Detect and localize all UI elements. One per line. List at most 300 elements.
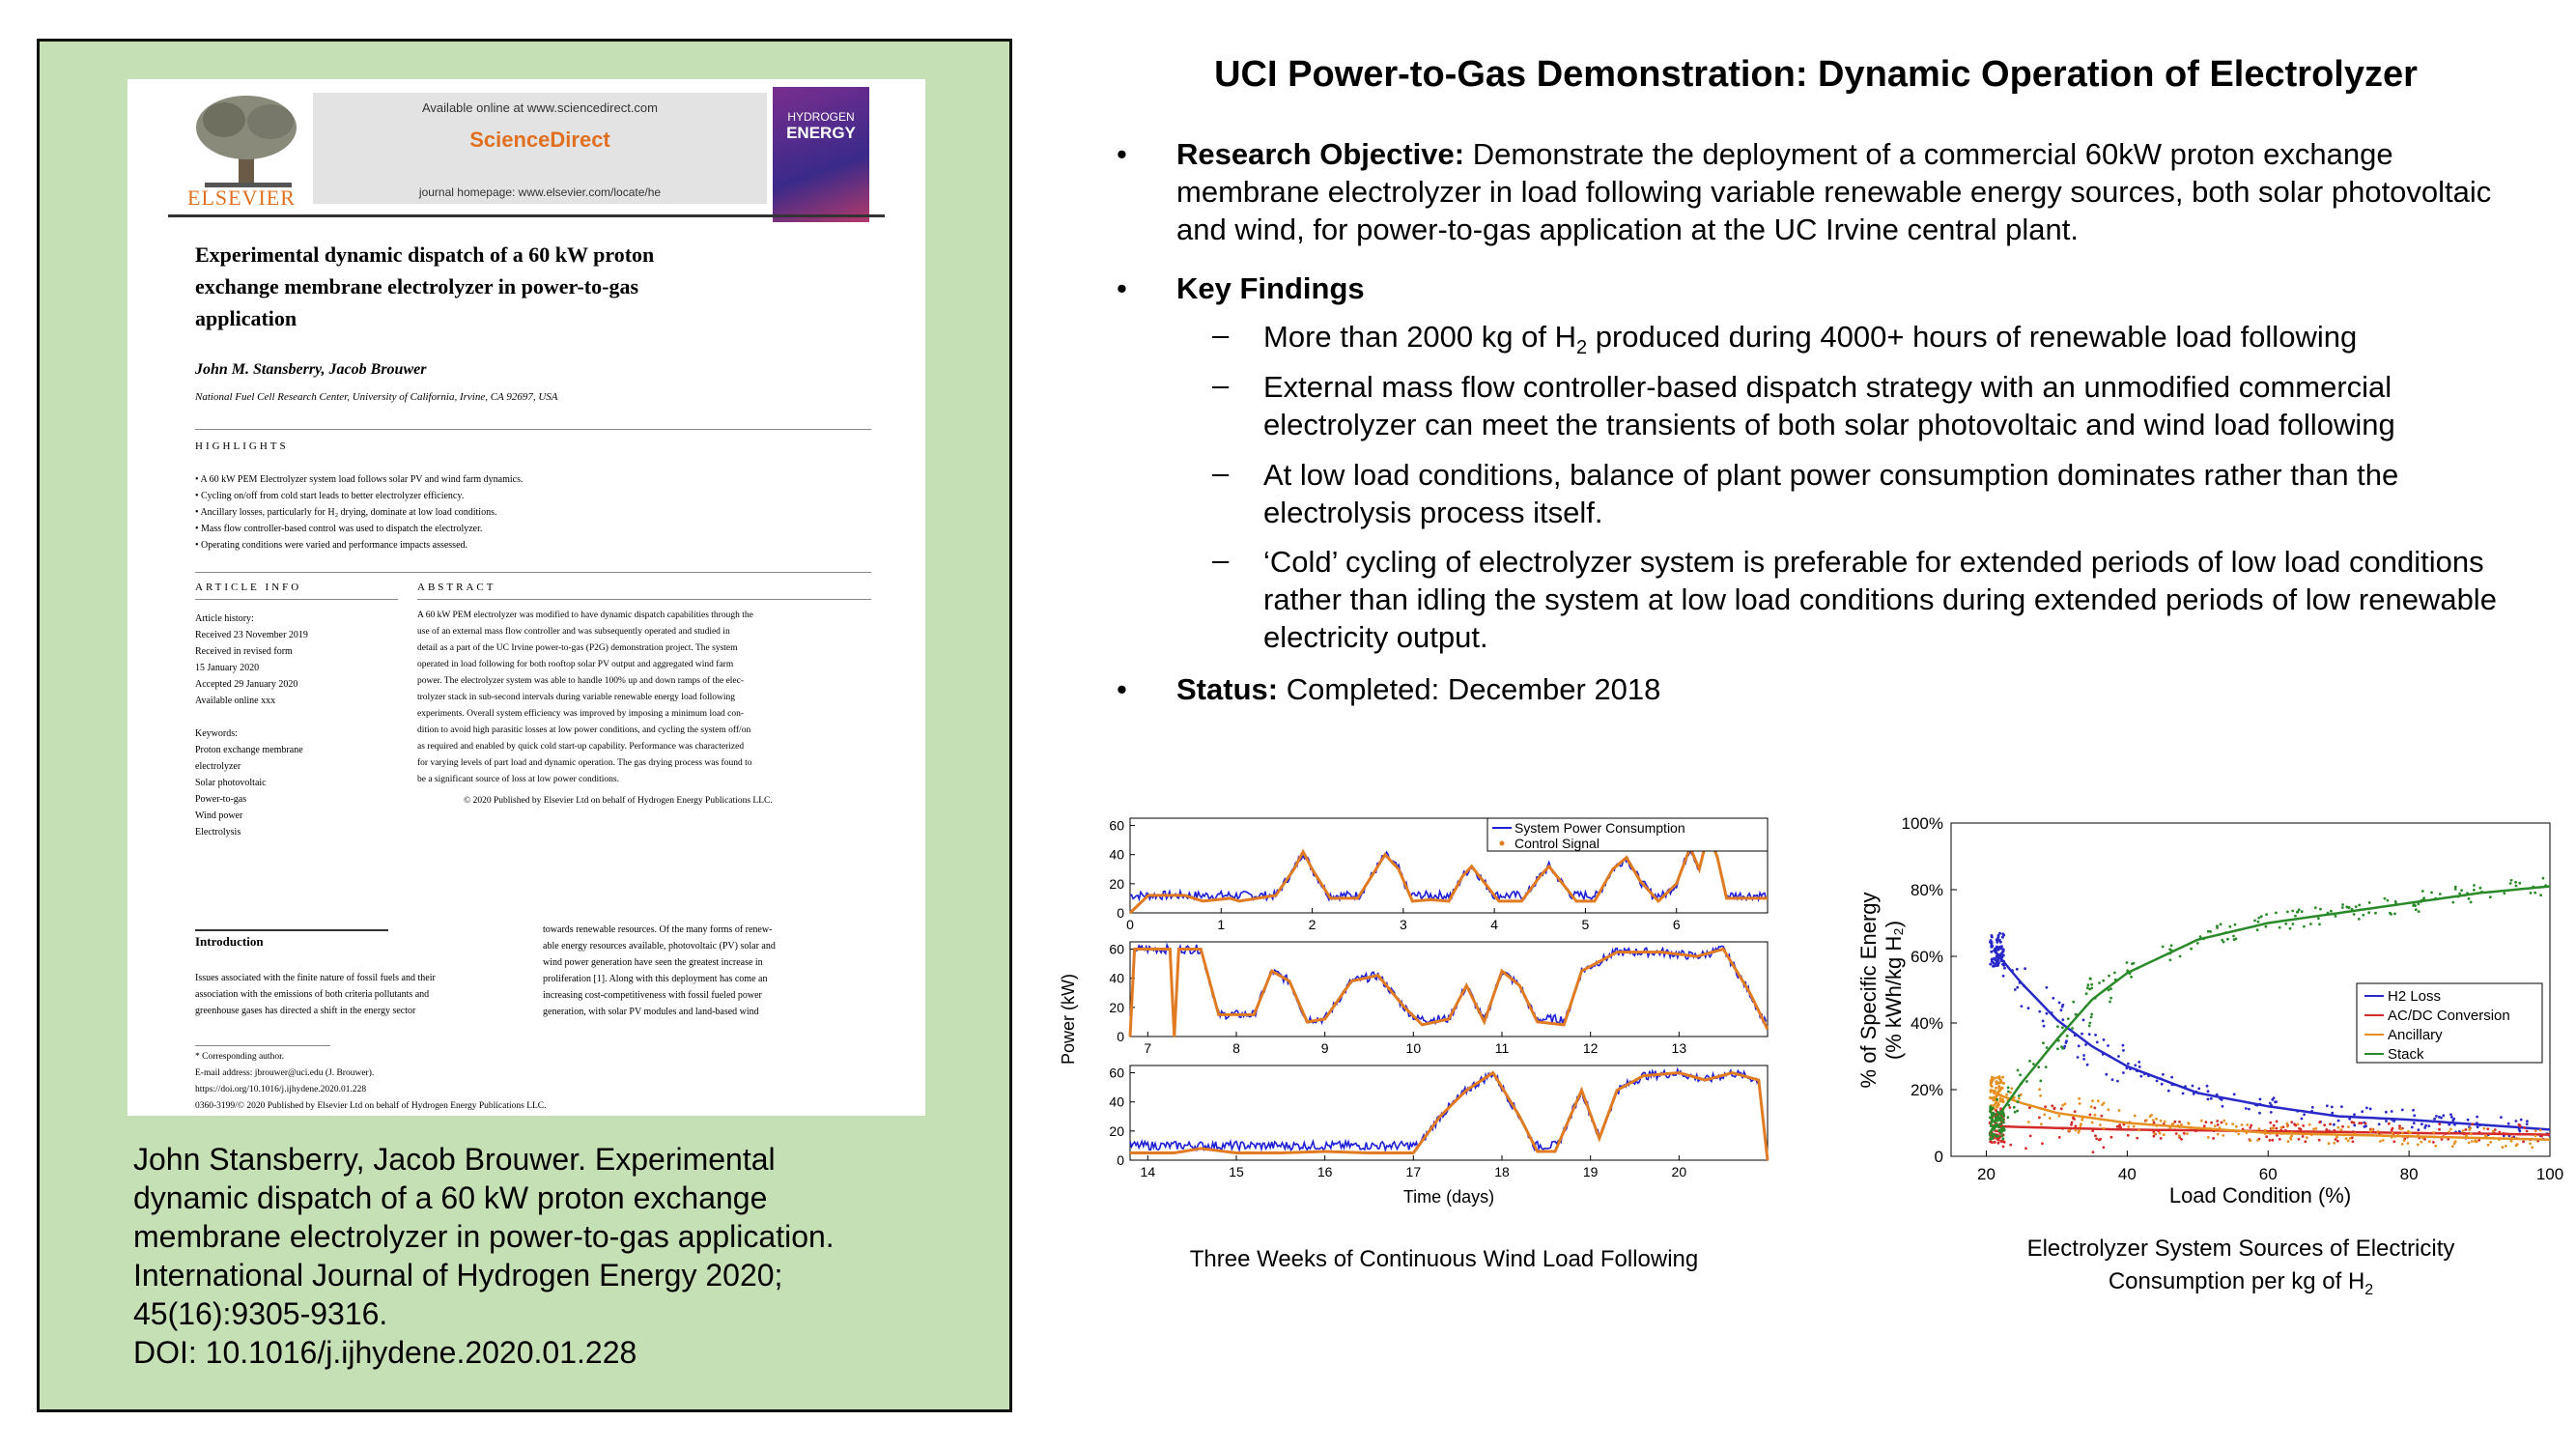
intro-right-line: able energy resources available, photovoltaic (PV) solar and: [543, 941, 776, 952]
finding-1-post: produced during 4000+ hours of renewable load following: [1587, 320, 2358, 354]
data-point: [2401, 1109, 2404, 1112]
footnote-line: https://doi.org/10.1016/j.ijhydene.2020.01.228: [195, 1085, 367, 1094]
data-point: [2510, 879, 2513, 882]
data-point: [2058, 1136, 2061, 1139]
y-tick-label: 60%: [1910, 948, 1943, 966]
citation-line: International Journal of Hydrogen Energy 2020;: [133, 1258, 783, 1293]
data-point: [2269, 1139, 2272, 1142]
data-point: [2002, 954, 2005, 957]
data-point: [2306, 1136, 2308, 1139]
data-point: [2432, 1131, 2435, 1134]
data-point: [2169, 958, 2172, 961]
data-point: [2384, 897, 2387, 900]
data-point: [2113, 972, 2116, 975]
data-point: [2179, 955, 2182, 958]
legend-label: System Power Consumption: [1514, 820, 1685, 836]
data-point: [2403, 1139, 2406, 1142]
data-point: [2358, 918, 2361, 921]
article-info-heading: ARTICLE INFO: [195, 582, 302, 593]
data-point: [2028, 1060, 2031, 1063]
x-tick-label: 15: [1229, 1164, 1244, 1179]
abstract-line: for varying levels of part load and dynamic operation. The gas drying process was found to: [417, 758, 752, 768]
data-point: [2417, 1144, 2420, 1147]
data-point: [2196, 942, 2199, 945]
data-point: [2271, 1139, 2274, 1142]
data-point: [2298, 1138, 2301, 1141]
data-point: [2500, 1116, 2503, 1119]
data-point: [2468, 1142, 2471, 1145]
citation-line: membrane electrolyzer in power-to-gas application.: [133, 1219, 835, 1254]
highlight-line: • Ancillary losses, particularly for H₂ drying, dominate at low load conditions.: [195, 507, 497, 518]
intro-right-line: increasing cost-competitiveness with fossil fueled power: [543, 990, 762, 1001]
data-point: [2162, 946, 2165, 949]
data-point: [2341, 1125, 2344, 1128]
data-point: [1995, 1135, 1997, 1138]
data-point: [2190, 948, 2193, 951]
header-rule: [168, 214, 885, 217]
citation-line: DOI: 10.1016/j.ijhydene.2020.01.228: [133, 1335, 637, 1370]
data-point: [2510, 1140, 2513, 1143]
data-point: [2203, 1124, 2206, 1127]
data-point: [2217, 1123, 2220, 1126]
data-point: [2353, 913, 2356, 916]
data-point: [2003, 1129, 2006, 1132]
data-point: [2001, 936, 2004, 939]
x-axis-label: Load Condition (%): [2168, 1183, 2352, 1208]
data-point: [2250, 1139, 2252, 1142]
x-tick-label: 8: [1232, 1040, 1240, 1056]
data-point: [2420, 1141, 2422, 1144]
data-point: [2222, 941, 2225, 944]
data-point: [2398, 1124, 2401, 1127]
data-point: [2286, 1125, 2289, 1128]
data-point: [2016, 986, 2019, 989]
data-point: [2206, 1085, 2209, 1088]
data-point: [2458, 893, 2461, 895]
data-point: [2264, 1129, 2267, 1132]
data-point: [2094, 1034, 2097, 1037]
data-point: [1990, 1122, 1993, 1124]
article-info-line: Electrolysis: [195, 827, 241, 838]
article-info-line: Keywords:: [195, 728, 238, 739]
data-point: [2046, 1046, 2049, 1049]
cover-energy: ENERGY: [786, 124, 856, 142]
data-point: [2476, 1116, 2478, 1119]
y-tick-label: 20: [1109, 875, 1124, 892]
data-point: [2260, 915, 2263, 918]
status-label: Status:: [1176, 672, 1279, 706]
data-point: [2297, 1123, 2300, 1126]
data-point: [2187, 1122, 2190, 1124]
y-tick-label: 20: [1109, 1122, 1124, 1139]
data-point: [2024, 967, 2026, 970]
data-point: [1996, 936, 1999, 939]
data-point: [2024, 1147, 2027, 1150]
x-tick-label: 14: [1140, 1164, 1156, 1179]
data-point: [2088, 1025, 2091, 1028]
data-point: [2001, 932, 2004, 935]
data-point: [1999, 1097, 2002, 1100]
data-point: [2235, 938, 2238, 941]
x-tick-label: 80: [2399, 1165, 2419, 1183]
data-point: [2117, 1125, 2120, 1128]
data-point: [2469, 1127, 2472, 1130]
data-point: [2378, 1122, 2381, 1125]
data-point: [2016, 968, 2019, 971]
data-point: [2090, 1016, 2093, 1019]
data-point: [2412, 1109, 2415, 1112]
data-point: [1996, 941, 1998, 944]
data-point: [2086, 986, 2089, 989]
data-point: [1996, 1098, 1998, 1101]
data-point: [2089, 978, 2092, 980]
data-point: [2137, 1129, 2140, 1132]
y-tick-label: 20: [1109, 999, 1124, 1015]
y-tick-label: 60: [1109, 817, 1124, 834]
data-point: [2428, 1140, 2431, 1143]
data-point: [2103, 1038, 2106, 1041]
article-info-line: Received 23 November 2019: [195, 630, 308, 640]
data-point: [2170, 1076, 2173, 1079]
finding-3: At low load conditions, balance of plant power consumption dominates rather than the electrolysis process itself.: [1263, 458, 2399, 529]
data-point: [2259, 1098, 2262, 1101]
y-axis-label: Power (kW): [1059, 974, 1078, 1065]
rule-2: [195, 572, 871, 573]
data-point: [2042, 1020, 2045, 1023]
data-point: [2341, 906, 2344, 909]
y-tick-label: 40%: [1910, 1014, 1943, 1033]
data-point: [2489, 1141, 2492, 1144]
data-point: [2007, 1116, 2010, 1119]
article-info-line: Available online xxx: [195, 696, 276, 706]
data-point: [2162, 1073, 2165, 1076]
x-tick-label: 11: [1494, 1040, 1510, 1056]
article-info-line: Power-to-gas: [195, 794, 247, 805]
data-point: [2411, 1126, 2414, 1129]
data-point: [2098, 981, 2101, 984]
data-point: [1995, 962, 1997, 965]
data-point: [2225, 1122, 2228, 1125]
data-point: [2207, 930, 2210, 933]
data-point: [2394, 900, 2397, 903]
data-point: [1989, 1110, 1992, 1113]
data-point: [1992, 1135, 1995, 1138]
data-point: [2473, 884, 2476, 887]
data-point: [2005, 1094, 2008, 1096]
article-info-line: Proton exchange membrane: [195, 745, 303, 755]
data-point: [2489, 895, 2492, 898]
data-point: [2407, 1142, 2410, 1145]
data-point: [2526, 1122, 2529, 1125]
caption-right-sub: 2: [2364, 1281, 2374, 1298]
data-point: [1999, 1122, 2002, 1125]
data-point: [2085, 992, 2088, 995]
footnote-line: 0360-3199/© 2020 Published by Elsevier Ltd on behalf of Hydrogen Energy Publications LLC.: [195, 1101, 547, 1111]
elsevier-logo: [185, 91, 311, 210]
data-point: [2518, 882, 2521, 885]
data-point: [1995, 1125, 1997, 1128]
research-objective: [1176, 135, 2529, 248]
data-point: [2331, 1106, 2334, 1109]
data-point: [2308, 1123, 2311, 1126]
data-point: [2079, 1102, 2081, 1105]
paper-title-line1: Experimental dynamic dispatch of a 60 kW proton: [195, 242, 655, 267]
wind-load-chart: [1053, 807, 1787, 1222]
data-point: [1993, 957, 1996, 960]
data-point: [2217, 1133, 2220, 1136]
data-point: [2484, 1134, 2487, 1137]
data-point: [2100, 1115, 2103, 1118]
data-point: [2276, 1127, 2279, 1130]
y-tick-label: 0: [1934, 1148, 1943, 1166]
data-point: [2265, 925, 2268, 928]
data-point: [1989, 1138, 1992, 1141]
data-point: [1994, 1141, 1996, 1144]
data-point: [2539, 1129, 2542, 1132]
data-point: [2246, 1123, 2249, 1126]
article-info-line: 15 January 2020: [195, 663, 260, 673]
data-point: [2355, 905, 2358, 908]
data-point: [2000, 1131, 2003, 1134]
data-point: [2000, 952, 2003, 954]
x-tick-label: 6: [1672, 917, 1681, 932]
x-tick-label: 20: [1671, 1164, 1687, 1179]
data-point: [2216, 924, 2219, 927]
legend-label: Ancillary: [2388, 1027, 2443, 1043]
data-point: [2451, 1145, 2454, 1148]
data-point: [2210, 1097, 2213, 1100]
data-point: [2093, 1107, 2096, 1110]
data-point: [2043, 1113, 2046, 1116]
data-point: [2522, 1141, 2525, 1144]
data-point: [2392, 1140, 2395, 1143]
data-point: [2222, 1105, 2224, 1108]
data-point: [1991, 1141, 1994, 1144]
data-point: [2314, 906, 2317, 909]
data-point: [2379, 1140, 2382, 1143]
data-point: [2127, 1125, 2130, 1128]
finding-1-text: More than 2000 kg of H: [1263, 320, 1576, 354]
data-point: [2483, 1127, 2486, 1130]
data-point: [1994, 1077, 1996, 1080]
data-point: [2071, 1122, 2074, 1124]
data-point: [2095, 1138, 2098, 1141]
data-point: [2098, 1139, 2101, 1142]
data-point: [2434, 1145, 2437, 1148]
dash-mark: –: [1212, 368, 1230, 402]
chart-legend: [2357, 983, 2542, 1063]
data-point: [1990, 1089, 1993, 1092]
x-tick-label: 7: [1144, 1040, 1152, 1056]
data-point: [2250, 1124, 2252, 1127]
data-point: [2126, 961, 2129, 964]
data-point: [2018, 1097, 2021, 1100]
data-point: [2505, 1145, 2507, 1148]
data-point: [1999, 941, 2002, 944]
data-point: [2009, 1144, 2012, 1147]
citation-line: 45(16):9305-9316.: [133, 1296, 388, 1331]
data-point: [2153, 1132, 2156, 1135]
data-point: [2058, 1002, 2061, 1005]
data-point: [2056, 1047, 2059, 1050]
article-info-line: Article history:: [195, 613, 254, 624]
data-point: [1991, 1115, 1994, 1118]
article-info-list: [195, 611, 308, 840]
data-point: [2103, 1127, 2106, 1130]
data-point: [2061, 1026, 2064, 1029]
data-point: [2333, 1123, 2335, 1126]
data-point: [2137, 1061, 2140, 1064]
data-point: [2337, 1126, 2340, 1129]
data-point: [2358, 904, 2361, 907]
data-point: [2349, 1137, 2352, 1140]
data-point: [1993, 1099, 1996, 1102]
data-point: [2207, 1098, 2210, 1101]
data-point: [2040, 1122, 2043, 1125]
data-point: [2045, 1065, 2048, 1068]
data-point: [2150, 1114, 2153, 1117]
elsevier-wordmark: ELSEVIER: [187, 185, 296, 210]
intro-left-line: association with the emissions of both criteria pollutants and: [195, 989, 430, 1000]
data-point: [2270, 1111, 2273, 1114]
data-point: [2439, 893, 2442, 895]
data-point: [2014, 1111, 2017, 1114]
data-point: [1990, 934, 1993, 937]
data-point: [2258, 917, 2261, 920]
data-point: [2285, 1122, 2288, 1125]
data-point: [2013, 1106, 2016, 1109]
data-point: [2109, 997, 2112, 1000]
legend-label: H2 Loss: [2388, 988, 2442, 1005]
data-point: [2298, 1127, 2301, 1130]
caption-right-line2: [1941, 1265, 2540, 1307]
data-point: [2063, 1045, 2066, 1048]
data-point: [2170, 944, 2173, 947]
data-point: [2092, 1151, 2095, 1153]
data-point: [2318, 1139, 2321, 1142]
data-point: [1992, 1133, 1995, 1136]
intro-left-line: Issues associated with the finite nature of fossil fuels and their: [195, 973, 436, 983]
highlight-line: • A 60 kW PEM Electrolyzer system load follows solar PV and wind farm dynamics.: [195, 474, 524, 485]
intro-right-line: towards renewable resources. Of the many forms of renew-: [543, 924, 773, 935]
data-point: [2222, 1134, 2224, 1137]
data-point: [2301, 1118, 2304, 1121]
data-point: [2134, 1115, 2137, 1118]
data-point: [2002, 1100, 2005, 1103]
data-point: [2082, 1054, 2085, 1057]
data-point: [2003, 967, 2006, 970]
data-point: [2122, 1049, 2125, 1052]
data-point: [2534, 1130, 2537, 1133]
data-point: [2066, 1035, 2069, 1037]
data-point: [2081, 1033, 2083, 1036]
data-point: [2241, 1123, 2244, 1126]
data-point: [2234, 923, 2237, 926]
data-point: [2212, 1137, 2215, 1140]
data-point: [2452, 1118, 2455, 1121]
cover-hydrogen: HYDROGEN: [787, 110, 855, 124]
data-point: [2531, 1146, 2534, 1149]
data-point: [2451, 901, 2454, 904]
data-point: [2382, 1139, 2385, 1142]
data-point: [2294, 915, 2297, 918]
data-point: [2065, 1039, 2068, 1042]
data-point: [2301, 910, 2304, 913]
status-text: Completed: December 2018: [1278, 672, 1661, 706]
data-point: [2539, 894, 2542, 896]
data-point: [2001, 1137, 2004, 1140]
data-point: [2253, 920, 2256, 923]
data-point: [2010, 1087, 2013, 1090]
data-point: [1995, 1087, 1997, 1090]
data-point: [2523, 1126, 2526, 1129]
intro-left: [195, 970, 436, 1019]
data-point: [2280, 1126, 2283, 1129]
data-point: [2200, 1120, 2203, 1122]
data-point: [2207, 1136, 2210, 1139]
data-point: [2256, 1139, 2259, 1142]
data-point: [2276, 1134, 2279, 1137]
data-point: [2340, 1105, 2343, 1108]
data-point: [2108, 1108, 2110, 1111]
data-point: [2279, 1138, 2281, 1141]
data-point: [2276, 1121, 2279, 1123]
paper-first-page: [127, 79, 925, 1116]
data-point: [2454, 888, 2457, 891]
data-point: [2514, 881, 2517, 884]
data-point: [2392, 1132, 2394, 1135]
data-point: [2107, 1044, 2109, 1047]
data-point: [1996, 1142, 1999, 1145]
data-point: [2220, 923, 2222, 925]
abstract-line: use of an external mass flow controller and was subsequently operated and studied in: [417, 627, 730, 637]
data-point: [2109, 987, 2112, 990]
data-point: [2164, 1121, 2166, 1123]
data-point: [2392, 1127, 2394, 1130]
data-point: [2323, 1123, 2326, 1126]
paper-title-line2: exchange membrane electrolyzer in power-to-gas: [195, 274, 639, 298]
data-point: [2222, 1120, 2225, 1122]
data-point: [2279, 926, 2281, 929]
slide-title: UCI Power-to-Gas Demonstration: Dynamic Operation of Electrolyzer: [1214, 54, 2418, 95]
article-info-line: Wind power: [195, 810, 243, 821]
dash-mark: –: [1212, 543, 1230, 577]
data-point: [2017, 1100, 2020, 1103]
data-point: [2519, 1130, 2522, 1133]
data-point: [2210, 1122, 2213, 1124]
data-point: [2362, 914, 2364, 917]
data-point: [2018, 1094, 2021, 1097]
data-point: [2258, 1127, 2261, 1130]
data-point: [2173, 1121, 2176, 1123]
data-point: [2352, 1140, 2355, 1143]
data-point: [2080, 1122, 2082, 1125]
data-point: [2226, 938, 2229, 941]
data-point: [2399, 1127, 2402, 1130]
data-point: [2089, 1114, 2092, 1117]
data-point: [2139, 1075, 2142, 1078]
data-point: [2364, 1122, 2367, 1125]
data-point: [2325, 1128, 2328, 1131]
data-point: [2401, 1143, 2404, 1146]
x-tick-label: 0: [1126, 917, 1134, 932]
data-point: [1990, 941, 1993, 944]
y-tick-label: 40: [1109, 846, 1124, 863]
data-point: [2345, 1137, 2348, 1140]
data-point: [2248, 1108, 2250, 1111]
data-point: [1996, 1091, 1999, 1094]
data-point: [2273, 1096, 2276, 1099]
